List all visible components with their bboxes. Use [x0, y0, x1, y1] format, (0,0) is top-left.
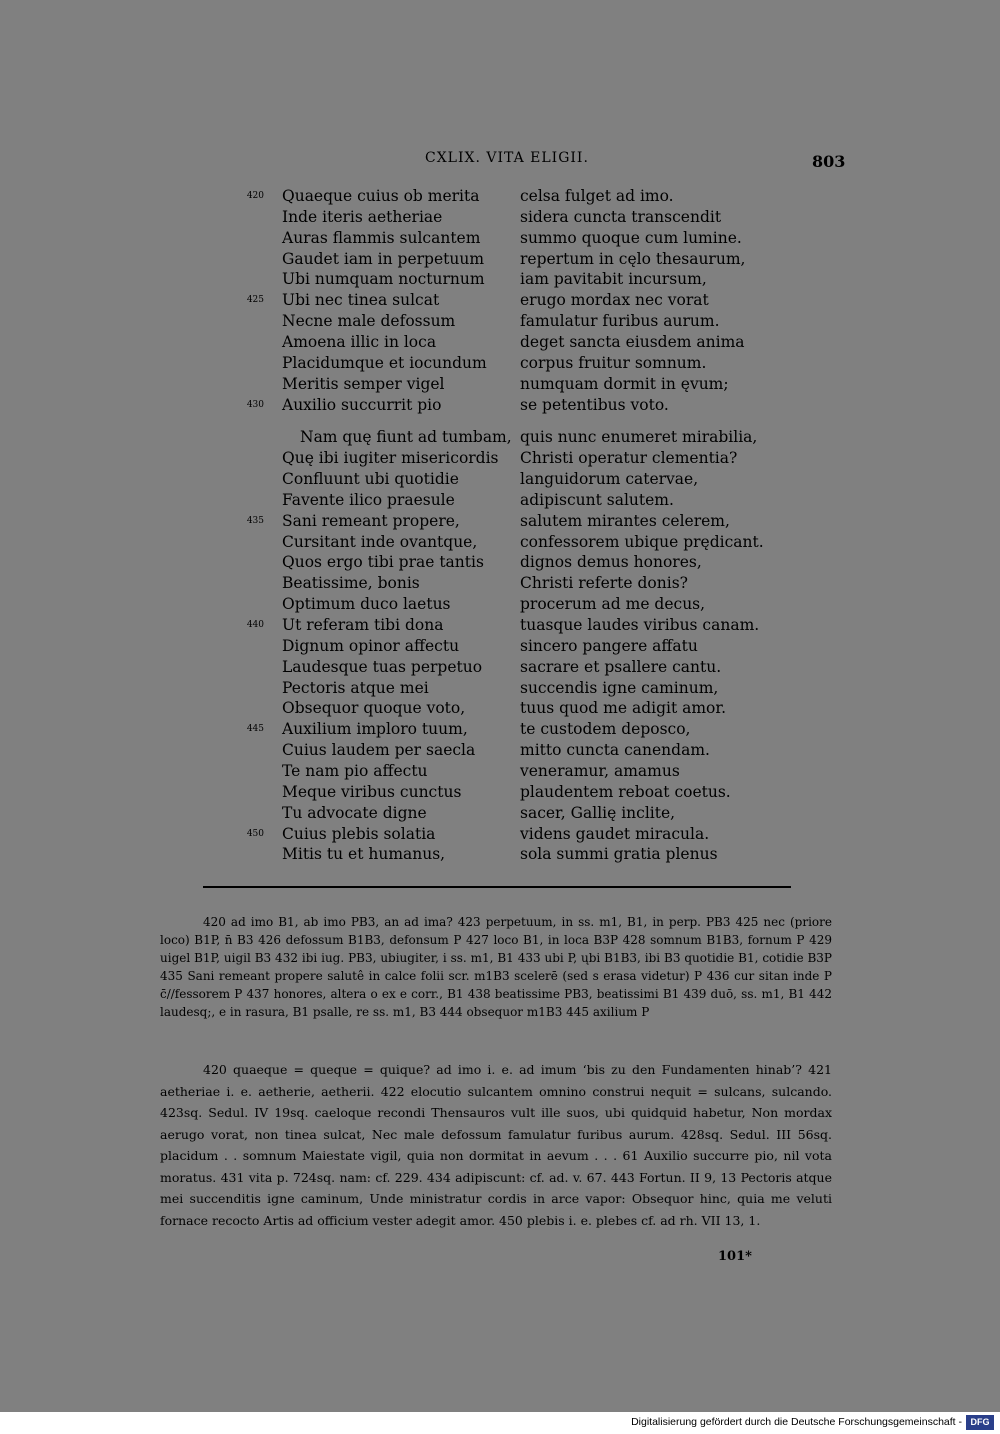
verse-first-half: Laudesque tuas perpetuo	[282, 657, 483, 676]
verse-second-half: sincero pangere affatu	[520, 636, 698, 655]
digitization-footer	[0, 1412, 1000, 1434]
page-number: 803	[812, 152, 846, 171]
verse-first-half: Amoena illic in loca	[282, 332, 437, 351]
verse-second-half: adipiscunt salutem.	[520, 490, 674, 509]
verse-second-half: quis nunc enumeret mirabilia,	[520, 428, 758, 447]
running-title: CXLIX. VITA ELIGII.	[425, 150, 589, 166]
verse-first-half: Cuius plebis solatia	[282, 824, 436, 843]
verse-line	[0, 657, 1000, 678]
verse-line	[0, 186, 1000, 207]
verse-line	[0, 490, 1000, 511]
verse-first-half: Ut referam tibi dona	[282, 616, 444, 634]
verse-first-half: Ubi nec tinea sulcat	[282, 291, 440, 310]
verse-second-half: veneramur, amamus	[520, 761, 680, 780]
verse-second-half: erugo mordax nec vorat	[520, 291, 709, 310]
verse-line	[0, 448, 1000, 469]
verse-line	[0, 374, 1000, 395]
verse-first-half: Sani remeant propere,	[282, 511, 460, 530]
verse-first-half: Quę ibi iugiter misericordis	[282, 449, 499, 468]
funding-credit: Digitalisierung gefördert durch die Deutsche Forschungsgemeinschaft -	[631, 1416, 962, 1428]
verse-line	[0, 290, 1000, 311]
verse-second-half: mitto cuncta canendam.	[520, 741, 710, 760]
verse-second-half: Christi referte donis?	[520, 574, 688, 593]
verse-first-half: Meque viribus cunctus	[282, 782, 462, 801]
verse-first-half: Dignum opinor affectu	[282, 636, 460, 655]
folio-signature: 101*	[718, 1249, 752, 1264]
verse-second-half: sidera cuncta transcendit	[520, 207, 722, 226]
verse-line	[0, 803, 1000, 824]
verse-line	[0, 594, 1000, 615]
verse-first-half: Confluunt ubi quotidie	[282, 470, 459, 489]
verse-line	[0, 395, 1000, 416]
line-number: 420	[246, 191, 264, 201]
line-number: 450	[246, 828, 264, 839]
verse-line	[0, 269, 1000, 290]
verse-line	[0, 719, 1000, 740]
verse-first-half: Tu advocate digne	[282, 803, 427, 822]
verse-second-half: famulatur furibus aurum.	[520, 312, 720, 331]
verse-first-half: Meritis semper vigel	[282, 374, 445, 393]
verse-line	[0, 761, 1000, 782]
verse-second-half: succendis igne caminum,	[520, 678, 719, 697]
verse-second-half: Christi operatur clementia?	[520, 449, 738, 468]
verse-first-half: Pectoris atque mei	[282, 678, 429, 697]
verse-first-half: Ubi numquam nocturnum	[282, 270, 485, 289]
verse-line	[0, 228, 1000, 249]
verse-first-half: Favente ilico praesule	[282, 490, 455, 509]
verse-line	[0, 469, 1000, 490]
verse-first-half: Quos ergo tibi prae tantis	[282, 553, 484, 572]
verse-line	[0, 207, 1000, 228]
verse-line	[0, 740, 1000, 761]
verse-first-half: Mitis tu et humanus,	[282, 845, 446, 864]
critical-apparatus	[160, 913, 832, 1021]
verse-line	[0, 249, 1000, 270]
verse-first-half: Inde iteris aetheriae	[282, 207, 443, 226]
verse-second-half: celsa fulget ad imo.	[520, 187, 674, 205]
verse-first-half: Placidumque et iocundum	[282, 353, 487, 372]
verse-first-half: Cursitant inde ovantque,	[282, 532, 478, 551]
verse-first-half: Auxilio succurrit pio	[282, 395, 442, 414]
verse-first-half: Nam quę fiunt ad tumbam,	[300, 428, 512, 447]
line-number: 430	[246, 399, 264, 410]
verse-second-half: confessorem ubique prędicant.	[520, 532, 764, 551]
verse-second-half: salutem mirantes celerem,	[520, 511, 730, 530]
verse-second-half: videns gaudet miracula.	[520, 824, 710, 843]
verse-second-half: repertum in cęlo thesaurum,	[520, 249, 746, 268]
verse-first-half: Cuius laudem per saecla	[282, 741, 476, 760]
verse-line	[0, 332, 1000, 353]
verse-first-half: Obsequor quoque voto,	[282, 699, 466, 718]
verse-second-half: dignos demus honores,	[520, 553, 702, 572]
verse-second-half: se petentibus voto.	[520, 395, 669, 414]
verse-line	[0, 844, 1000, 865]
verse-line	[0, 427, 1000, 448]
footnote-rule	[203, 886, 791, 888]
verse-second-half: sola summi gratia plenus	[520, 845, 718, 864]
verse-second-half: deget sancta eiusdem anima	[520, 332, 745, 351]
verse-line	[0, 636, 1000, 657]
line-number: 435	[246, 515, 264, 526]
verse-second-half: tuasque laudes viribus canam.	[520, 616, 760, 634]
verse-first-half: Necne male defossum	[282, 312, 456, 331]
verse-line	[0, 824, 1000, 845]
verse-first-half: Optimum duco laetus	[282, 595, 451, 614]
line-number: 445	[246, 724, 264, 735]
verse-second-half: sacer, Gallię inclite,	[520, 803, 676, 822]
dfg-logo: DFG	[966, 1415, 994, 1430]
verse-line	[0, 615, 1000, 636]
verse-first-half: Beatissime, bonis	[282, 574, 420, 593]
verse-second-half: summo quoque cum lumine.	[520, 228, 742, 247]
verse-line	[0, 311, 1000, 332]
verse-second-half: languidorum catervae,	[520, 470, 699, 489]
verse-line	[0, 511, 1000, 532]
verse-second-half: iam pavitabit incursum,	[520, 270, 707, 289]
verse-second-half: sacrare et psallere cantu.	[520, 657, 722, 676]
verse-first-half: Te nam pio affectu	[282, 761, 428, 780]
verse-line	[0, 782, 1000, 803]
verse-line	[0, 552, 1000, 573]
verse-second-half: plaudentem reboat coetus.	[520, 782, 731, 801]
notes-text: 420 quaeque = queque = quique? ad imo i. e. ad imum ‘bis zu den Fundamenten hinab’? 421 aetheriae i. e. aetherie, aetherii. 422 elocutio sulcantem omnino construi nequit = sulcans, sulcando. 423sq. Sedul. IV 19sq. caeloque recondi Thensauros vult ille suos, ubi quidquid habetur, Non mordax aerugo vorat, non tinea sulcat, Nec male defossum famulatur furibus aurum. 428sq. Sedul. III 56sq. placidum . . somnum Maiestate vigil, quia non dormitat in aevum . . . 61 Auxilio succurre pio, nil vota moratus. 431 vita p. 724sq. nam: cf. 229. 434 adipiscunt: cf. ad. v. 67. 443 Fortun. II 9, 13 Pectoris atque mei succenditis igne caminum, Unde ministratur cordis in arce vapor: Obsequor hinc, quia me veluti fornace recocto Artis ad officium vester adegit amor. 450 plebis i. e. plebes cf. ad rh. VII 13, 1.	[160, 1062, 832, 1228]
verse-line	[0, 532, 1000, 553]
verse-first-half: Quaeque cuius ob merita	[282, 187, 480, 205]
verse-line	[0, 353, 1000, 374]
apparatus-text: 420 ad imo B1, ab imo PB3, an ad ima? 423 perpetuum, in ss. m1, B1, in perp. PB3 425 nec (priore loco) B1P, n̄ B3 426 defossum B1B3, defonsum P 427 loco B1, in loca B3P 428 somnum B1B3, fornum P 429 uigel B1P, uigil B3 432 ibi iug. PB3, ubiugiter, i ss. m1, B1 433 ubi P, ųbi B1B3, ibi B3 quotidie B1, cotidie B3P 435 Sani remeant propere salutê in calce folii scr. m1B3 scelerē (sed s erasa videtur) P 436 cur sitan inde P c̄//fessorem P 437 honores, altera o ex e corr., B1 438 beatissime PB3, beatissimi B1 439 duō, ss. m1, B1 442 laudesq;, e in rasura, B1 psalle, re ss. m1, B3 444 obsequor m1B3 445 axilium P	[160, 915, 832, 1019]
verse-first-half: Auras flammis sulcantem	[282, 228, 481, 247]
line-number: 425	[246, 295, 264, 306]
verse-line	[0, 573, 1000, 594]
commentary-notes	[160, 1059, 832, 1231]
verse-first-half: Gaudet iam in perpetuum	[282, 249, 485, 268]
verse-second-half: corpus fruitur somnum.	[520, 353, 707, 372]
verse-second-half: te custodem deposco,	[520, 720, 691, 739]
verse-second-half: procerum ad me decus,	[520, 595, 706, 614]
verse-second-half: tuus quod me adigit amor.	[520, 699, 727, 718]
verse-line	[0, 698, 1000, 719]
line-number: 440	[246, 620, 264, 630]
verse-second-half: numquam dormit in ęvum;	[520, 374, 729, 393]
verse-first-half: Auxilium imploro tuum,	[282, 720, 468, 739]
verse-line	[0, 678, 1000, 699]
